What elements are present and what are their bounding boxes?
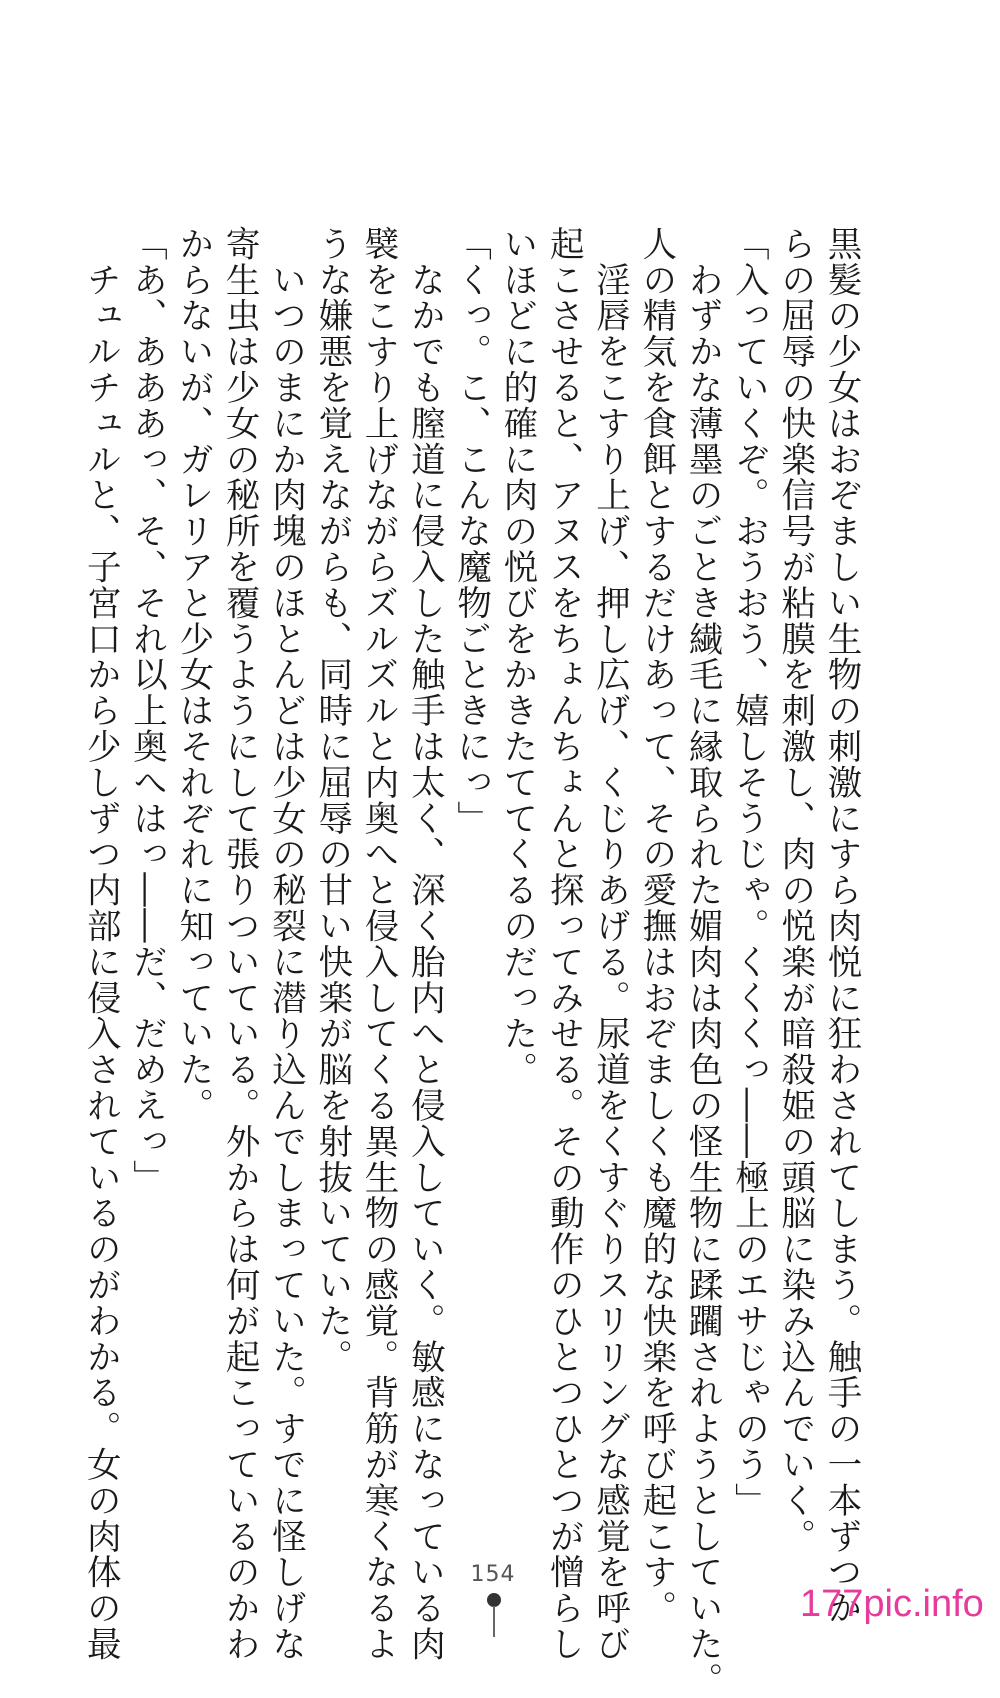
text-line: 黒髪の少女はおぞましい生物の刺激にすら肉悦に狂わされてしまう。触手の一本ずつか bbox=[821, 226, 861, 1627]
text-line: らの屈辱の快楽信号が粘膜を刺激し、肉の悦楽が暗殺姫の頭脳に染み込んでいく。 bbox=[774, 226, 815, 1555]
text-line: いほどに的確に肉の悦びをかきたててくるのだった。 bbox=[496, 226, 537, 1088]
text-line: 人の精気を食餌とするだけあって、その愛撫はおぞましくも魔的な快楽を呼び起こす。 bbox=[635, 226, 676, 1627]
text-line: 淫唇をこすり上げ、押し広げ、くじりあげる。尿道をくすぐりスリリングな感覚を呼び bbox=[589, 226, 630, 1662]
page-marker-dot-icon bbox=[487, 1593, 501, 1607]
text-line: 「入っていくぞ。おうおう、嬉しそうじゃ。くくくっ――極上のエサじゃのう」 bbox=[728, 226, 769, 1519]
page-marker-stem bbox=[493, 1606, 495, 1637]
text-line: なかでも膣道に侵入した触手は太く、深く胎内へと侵入していく。敏感になっている肉 bbox=[404, 226, 445, 1662]
text-line: 寄生虫は少女の秘所を覆うようにして張りついている。外からは何が起こっているのかわ bbox=[219, 226, 260, 1662]
text-line: からないが、ガレリアと少女はそれぞれに知っていた。 bbox=[172, 226, 213, 1124]
text-line: 襞をこすり上げながらズルズルと内奥へと侵入してくる異生物の感覚。背筋が寒くなるよ bbox=[358, 226, 399, 1662]
watermark: 177pic.info bbox=[800, 1583, 984, 1625]
page-number: 154 bbox=[470, 1562, 516, 1587]
text-line: 「あ、あああっ、そ、それ以上奥へはっ――だ、だめえっ」 bbox=[126, 226, 167, 1196]
text-line: いつのまにか肉塊のほとんどは少女の秘裂に潜り込んでしまっていた。すでに怪しげな bbox=[265, 226, 306, 1662]
text-line: チュルチュルと、子宮口から少しずつ内部に侵入されているのがわかる。女の肉体の最 bbox=[80, 226, 121, 1662]
text-line: うな嫌悪を覚えながらも、同時に屈辱の甘い快楽が脳を射抜いていた。 bbox=[311, 226, 352, 1375]
text-line: 「くっ。こ、こんな魔物ごときにっ」 bbox=[450, 226, 491, 837]
text-line: わずかな薄墨のごとき繊毛に縁取られた媚肉は肉色の怪生物に蹂躙されようとしていた。 bbox=[682, 226, 723, 1698]
text-line: 起こさせると、アヌスをちょんちょんと探ってみせる。その動作のひとつひとつが憎らし bbox=[543, 226, 584, 1662]
